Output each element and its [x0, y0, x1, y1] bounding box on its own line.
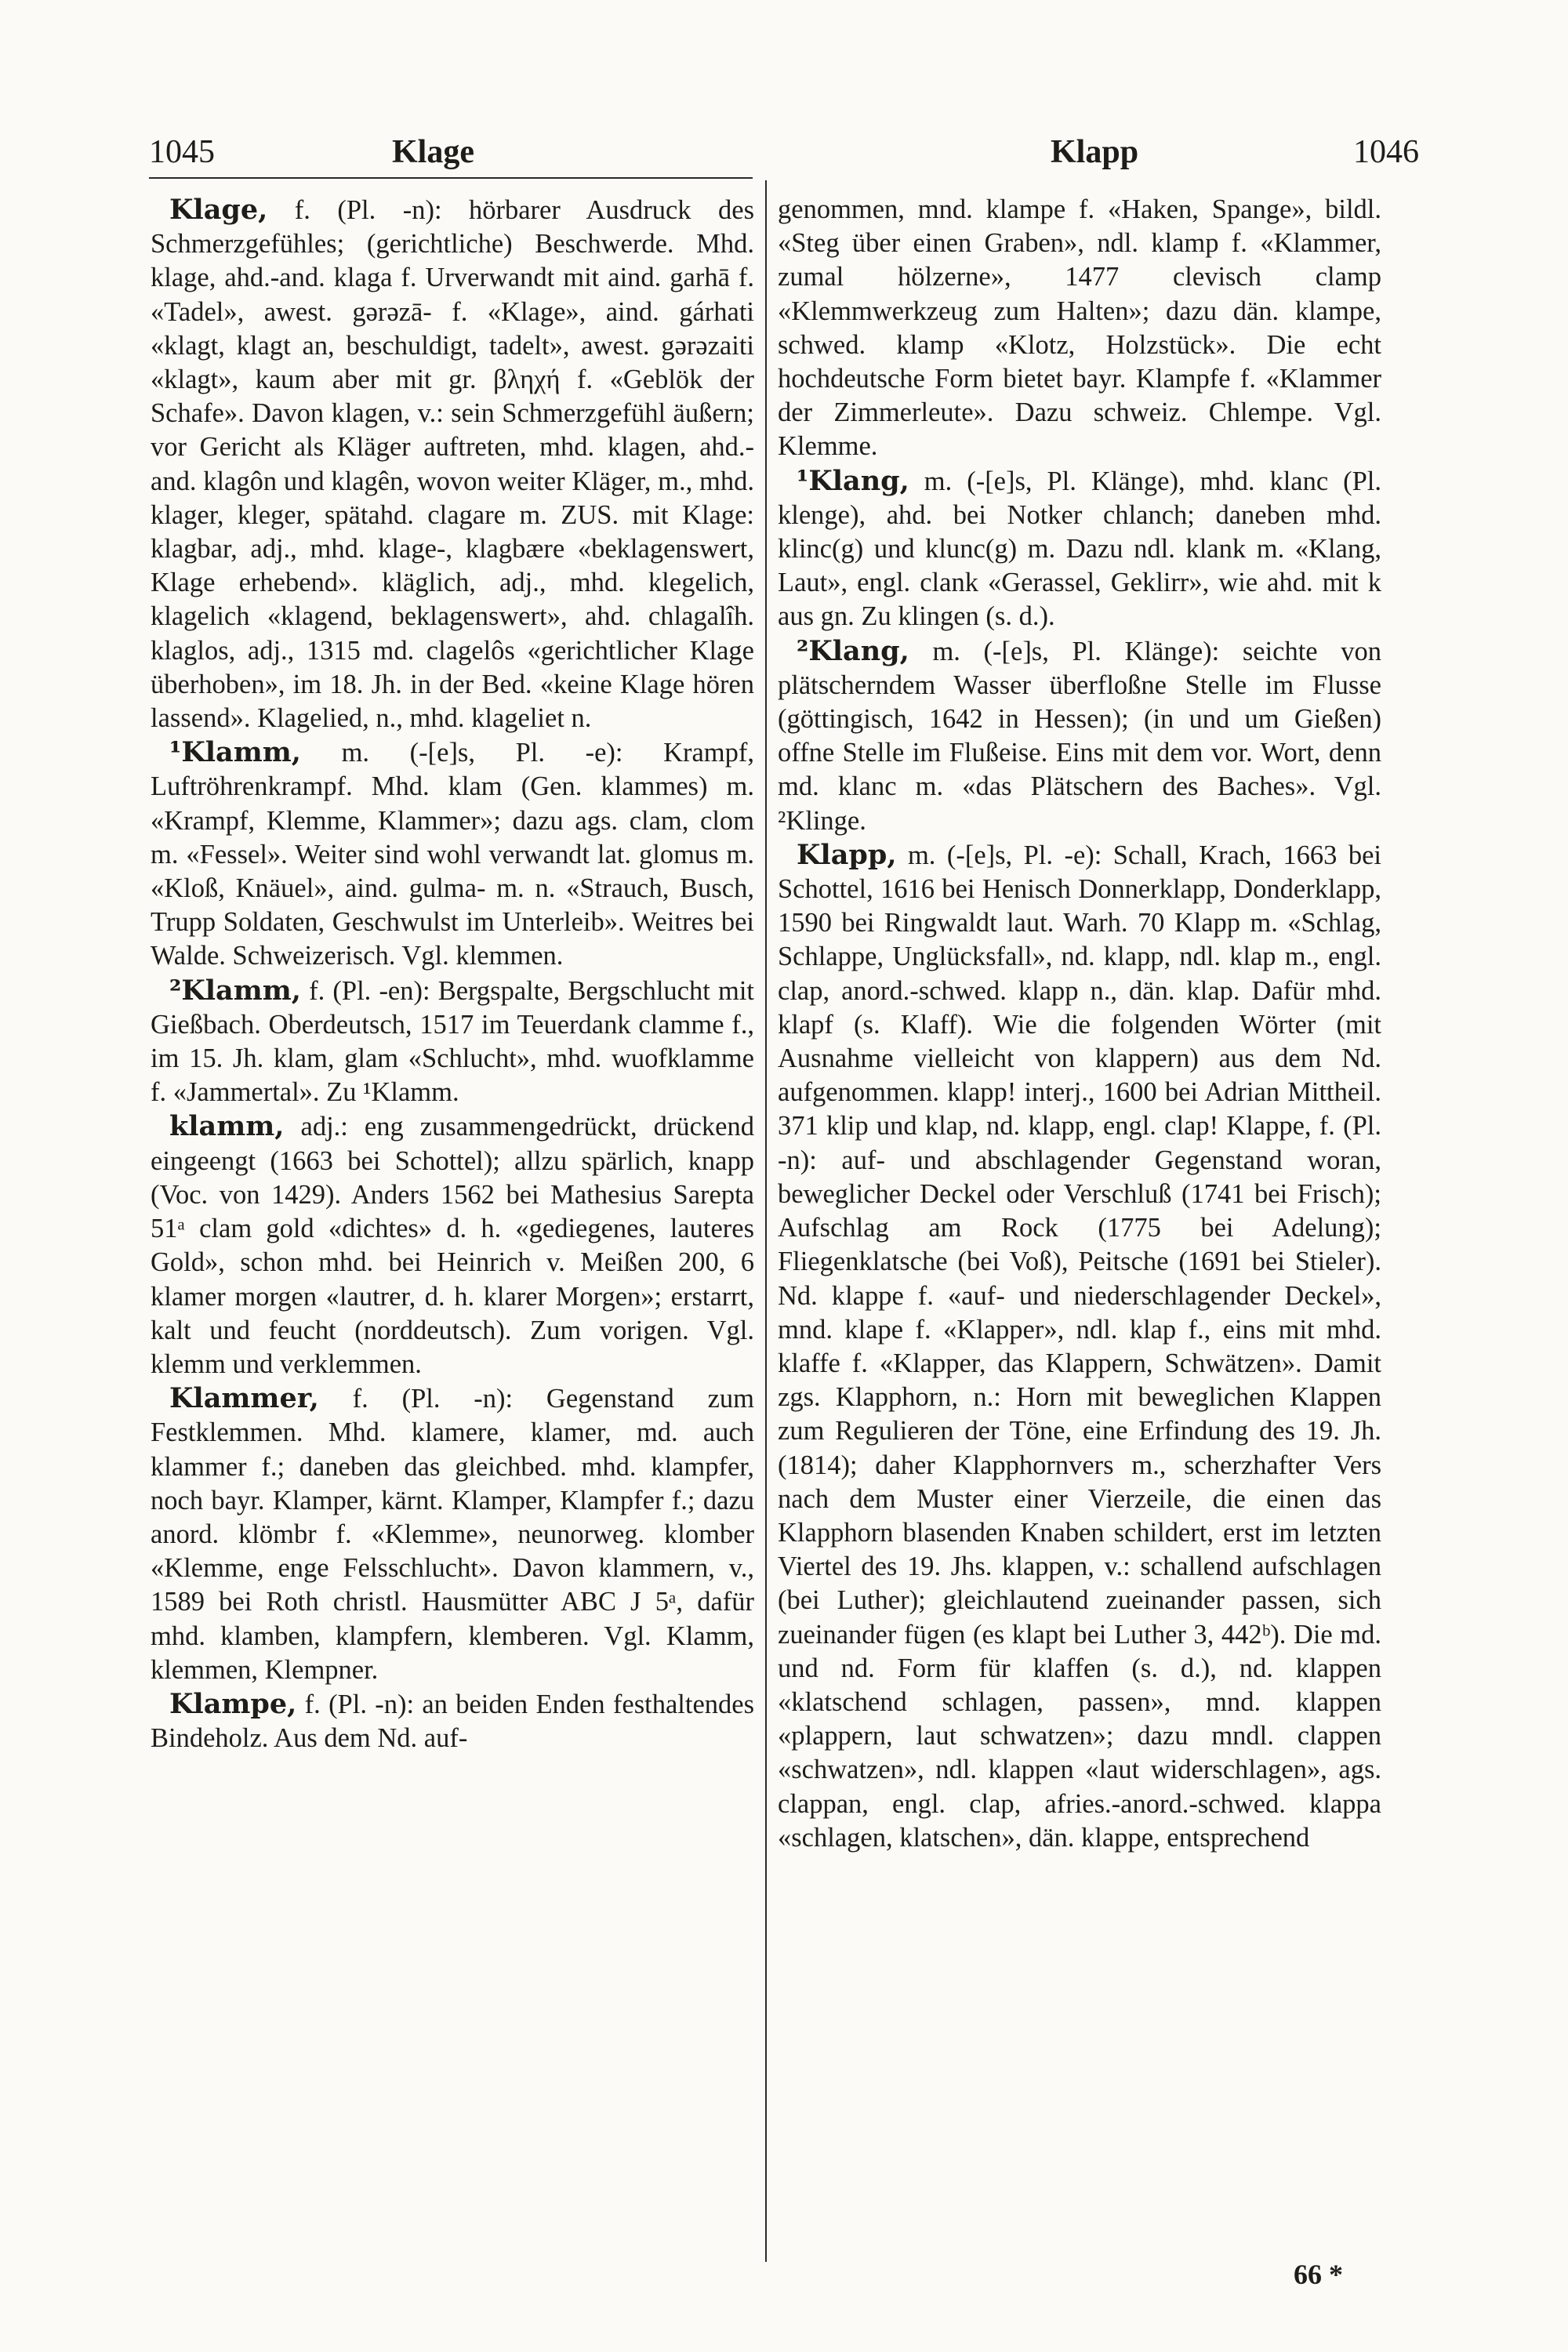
entry-lemma: Klapp, [797, 838, 897, 871]
entry-klamm-adj [151, 1109, 754, 1381]
entry-klamm-2 [151, 974, 754, 1110]
entry-klang-1 [778, 464, 1381, 634]
right-column [778, 193, 1381, 2263]
left-catchword: Klage [392, 134, 474, 170]
entry-text: m. (-[e]s, Pl. Klänge), mhd. klanc (Pl. klenge), ahd. bei Notker chlanch; daneben mhd. klinc(g) und klunc(g) m. Dazu ndl. klank m. «Klang, Laut», engl. clank «Gerassel, Geklirr», wie ahd. mit k aus gn. Zu klingen (s. d.). [778, 466, 1381, 632]
entry-klang-2 [778, 634, 1381, 838]
entry-text: f. (Pl. -n): Gegenstand zum Festklemmen. Mhd. klamere, klamer, md. auch klammer f.; daneben das gleichbed. mhd. klampfer, noch bayr. Klamper, kärnt. Klamper, Klampfer f.; dazu anord. klömbr f. «Klemme», neunorweg. klomber «Klemme, enge Felsschlucht». Davon klammern, v., 1589 bei Roth christl. Hausmütter ABC J 5ᵃ, dafür mhd. klamben, klampfern, klemberen. Vgl. Klamm, klemmen, Klempner. [151, 1384, 754, 1685]
entry-klapp [778, 838, 1381, 1855]
signature-mark: 66 * [1294, 2259, 1343, 2290]
entry-lemma: klamm, [169, 1110, 285, 1143]
entry-text: f. (Pl. -n): hörbarer Ausdruck des Schmerzgefühles; (gerichtliche) Beschwerde. Mhd. klage, ahd.-and. klaga f. Urverwandt mit aind. garhā f. «Tadel», awest. gərəzā- f. «Klage», aind. gárhati «klagt, klagt an, beschuldigt, tadelt», awest. gərəzaiti «klagt», kaum aber mit gr. βληχή f. «Geblök der Schafe». Davon klagen, v.: sein Schmerzgefühl äußern; vor Gericht als Kläger auftreten, mhd. klagen, ahd.-and. klagôn und klagên, wovon weiter Kläger, m., mhd. klager, kleger, spätahd. clagare m. ZUS. mit Klage: klagbar, adj., mhd. klage-, klagbære «beklagenswert, Klage erhebend». kläglich, adj., mhd. klegelich, klagelich «klagend, beklagenswert», ahd. chlagalîh. klaglos, adj., 1315 md. clagelôs «gerichtlicher Klage überhoben», im 18. Jh. in der Bed. «keine Klage hören lassend». Klagelied, n., mhd. klageliet n. [151, 195, 754, 734]
entry-lemma: Klammer, [169, 1382, 319, 1415]
entry-klampe [151, 1687, 754, 1755]
right-page-number: 1046 [1353, 134, 1419, 170]
entry-text: m. (-[e]s, Pl. Klänge): seichte von plätscherndem Wasser überfloßne Stelle im Flusse (göttingisch, 1642 in Hessen); (in und um Gießen) offne Stelle im Flußeise. Eins mit dem vor. Wort, denn md. klanc m. «das Plätschern des Baches». Vgl. ²Klinge. [778, 636, 1381, 836]
entry-lemma: ²Klamm, [169, 974, 301, 1007]
left-page-number: 1045 [149, 134, 215, 170]
entry-klampe-continued [778, 193, 1381, 464]
right-catchword: Klapp [1051, 134, 1139, 170]
entry-text: adj.: eng zusammengedrückt, drückend eingeengt (1663 bei Schottel); allzu spärlich, knapp (Voc. von 1429). Anders 1562 bei Mathesius Sarepta 51ᵃ clam gold «dichtes» d. h. «gediegenes, lauteres Gold», schon mhd. bei Heinrich v. Meißen 200, 6 klamer morgen «lautrer, d. h. klarer Morgen»; erstarrt, kalt und feucht (norddeutsch). Zum vorigen. Vgl. klemm und verklemmen. [151, 1112, 754, 1379]
entry-text: m. (-[e]s, Pl. -e): Schall, Krach, 1663 bei Schottel, 1616 bei Henisch Donnerklapp, Donderklapp, 1590 bei Ringwaldt laut. Warh. 70 Klapp m. «Schlag, Schlappe, Unglücksfall», nd. klapp, ndl. klap m., engl. clap, anord.-schwed. klapp n., dän. klap. Dafür mhd. klapf (s. Klaff). Wie die folgenden Wörter (mit Ausnahme vielleicht von klappern) aus dem Nd. aufgenommen. klapp! interj., 1600 bei Adrian Mittheil. 371 klip und klap, nd. klapp, engl. clap! Klappe, f. (Pl. -n): auf- und abschlagender Gegenstand woran, beweglicher Deckel oder Verschluß (1741 bei Frisch); Aufschlag am Rock (1775 bei Adelung); Fliegenklatsche (bei Voß), Peitsche (1691 bei Stieler). Nd. klappe f. «auf- und niederschlagender Deckel», mnd. klape f. «Klapper», ndl. klap f., eins mit mhd. klaffe f. «Klapper, das Klappern, Schwätzen». Damit zgs. Klapphorn, n.: Horn mit beweglichen Klappen zum Regulieren der Töne, eine Erfindung des 19. Jh. (1814); daher Klapphornvers m., scherzhafter Vers nach dem Muster einer Vierzeile, die einen das Klapphorn blasenden Knaben schildert, erst im letzten Viertel des 19. Jhs. klappen, v.: schallend aufschlagen (bei Luther); gleichlautend zueinander passen, sich zueinander fügen (es klapt bei Luther 3, 442ᵇ). Die md. und nd. Form für klaffen (s. d.), nd. klappen «klatschend schlagen, passen», mnd. klappen «plappern, laut schwatzen»; dazu mndl. clappen «schwatzen», ndl. klappen «laut widerschlagen», ags. clappan, engl. clap, afries.-anord.-schwed. klappa «schlagen, klatschen», dän. klappe, entsprechend [778, 840, 1381, 1853]
entry-text: f. (Pl. -n): an beiden Enden festhaltendes Bindeholz. Aus dem Nd. auf- [151, 1689, 754, 1754]
entry-lemma: Klage, [169, 194, 268, 226]
running-header [149, 118, 1419, 180]
entry-klamm-1 [151, 735, 754, 973]
left-column [151, 193, 754, 2263]
entry-lemma: ¹Klang, [797, 464, 909, 497]
entry-text: f. (Pl. -en): Bergspalte, Bergschlucht mit Gießbach. Oberdeutsch, 1517 im Teuerdank clamme f., im 15. Jh. klam, glam «Schlucht», mhd. wuofklamme f. «Jammertal». Zu ¹Klamm. [151, 975, 754, 1108]
entry-klage [151, 193, 754, 735]
entry-lemma: ¹Klamm, [169, 736, 301, 769]
entry-text: m. (-[e]s, Pl. -e): Krampf, Luftröhrenkrampf. Mhd. klam (Gen. klammes) m. «Krampf, Klemme, Klammer»; dazu ags. clam, clom m. «Fessel». Weiter sind wohl verwandt lat. glomus m. «Kloß, Knäuel», aind. gulma- m. n. «Strauch, Busch, Trupp Soldaten, Geschwulst im Unterleib». Weitres bei Walde. Schweizerisch. Vgl. klemmen. [151, 738, 754, 971]
entry-lemma: ²Klang, [797, 634, 909, 667]
entry-text: genommen, mnd. klampe f. «Haken, Spange», bildl. «Steg über einen Graben», ndl. klamp f. «Klammer, zumal hölzerne», 1477 clevisch clamp «Klemmwerkzeug zum Halten»; dazu dän. klampe, schwed. klamp «Klotz, Holzstück». Die echt hochdeutsche Form bietet bayr. Klampfe f. «Klammer der Zimmerleute». Dazu schweiz. Chlempe. Vgl. Klemme. [778, 194, 1381, 462]
entry-lemma: Klampe, [169, 1687, 297, 1720]
header-rule [149, 177, 753, 179]
column-divider [765, 180, 767, 2262]
entry-klammer [151, 1381, 754, 1687]
